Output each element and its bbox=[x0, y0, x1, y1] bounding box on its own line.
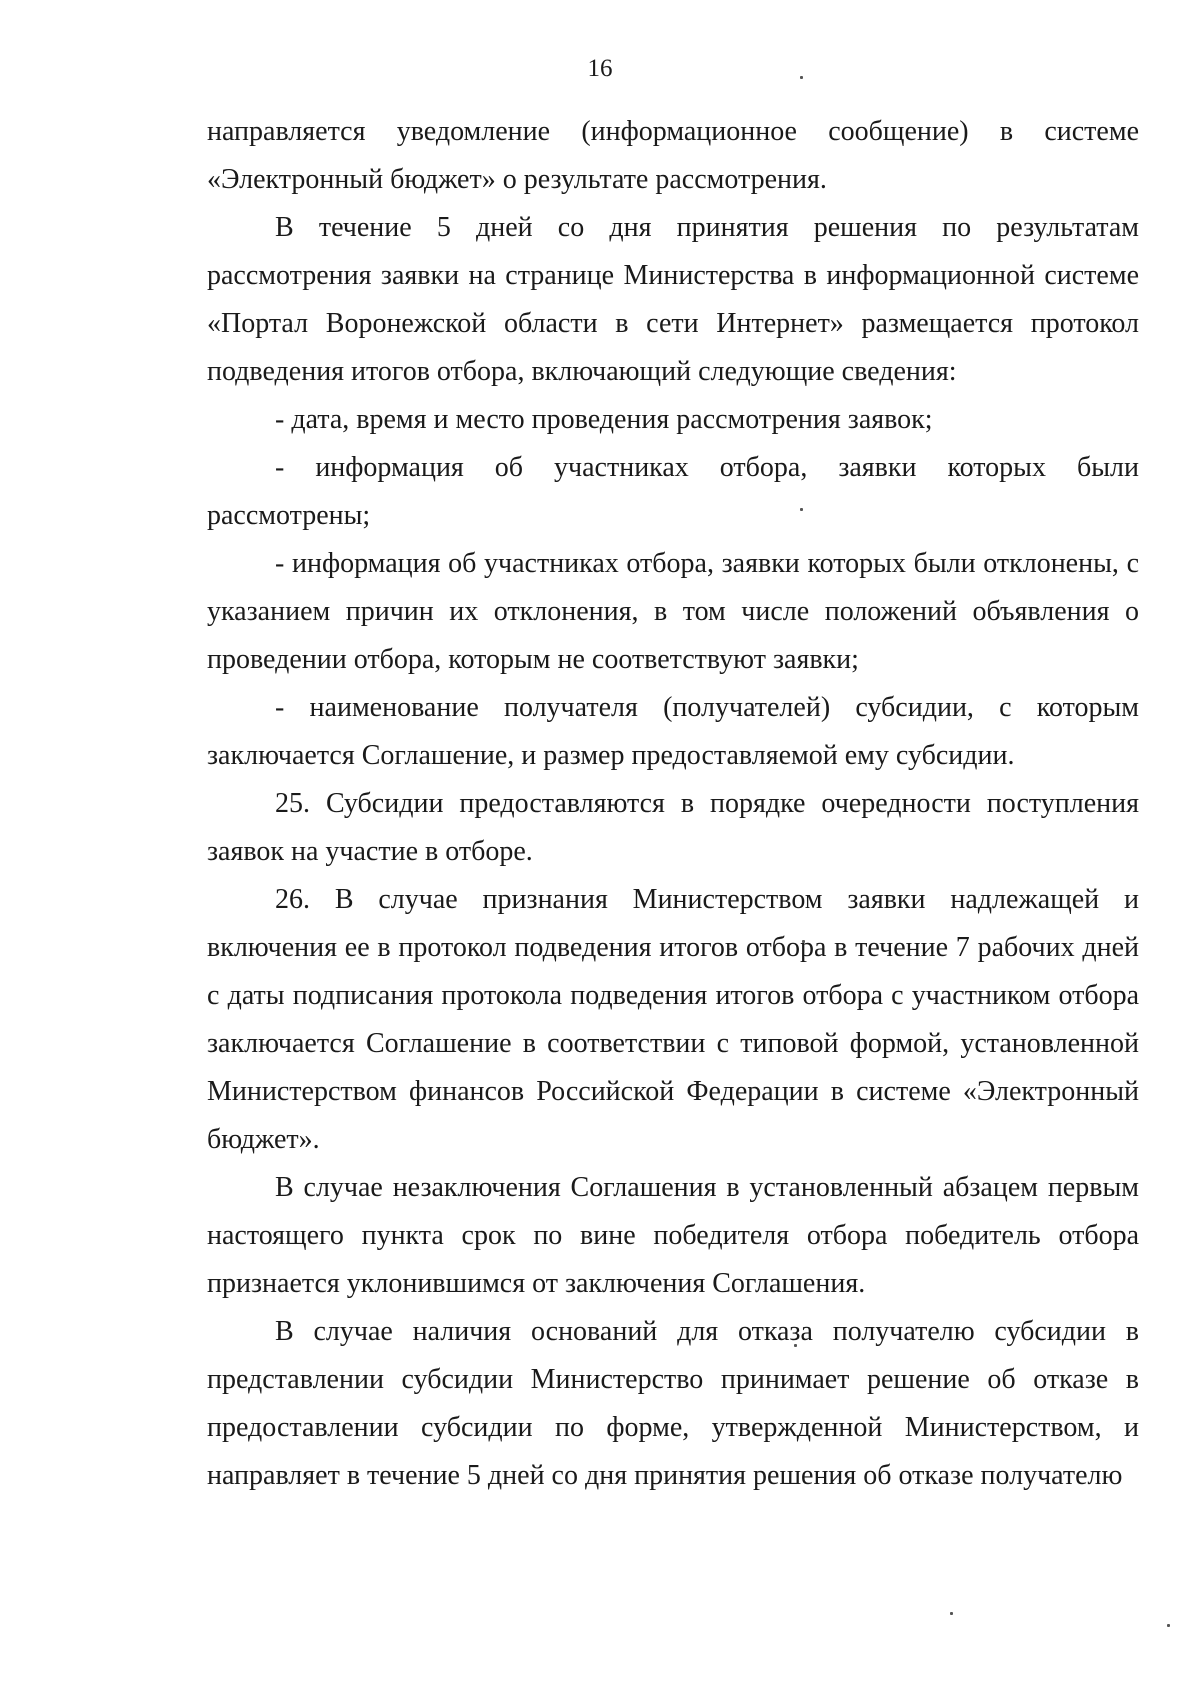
paragraph: 26. В случае признания Министерством заявки надлежащей и включения ее в протокол подведения итогов отбора в течение 7 рабочих дней с даты подписания протокола подведения итогов отбора с участником отбора заключается Соглашение в соответствии с типовой формой, установленной Министерством финансов Российской Федерации в системе «Электронный бюджет». bbox=[207, 884, 1139, 1155]
paragraph: - наименование получателя (получателей) субсидии, с которым заключается Соглашение, и размер предоставляемой ему субсидии. bbox=[207, 692, 1139, 771]
scan-speck bbox=[800, 76, 803, 79]
paragraph: - дата, время и место проведения рассмотрения заявок; bbox=[275, 404, 933, 435]
paragraph: направляется уведомление (информационное сообщение) в системе «Электронный бюджет» о результате рассмотрения. bbox=[207, 116, 1139, 195]
scan-speck bbox=[1167, 1624, 1170, 1627]
paragraph: В течение 5 дней со дня принятия решения по результатам рассмотрения заявки на странице Министерства в информационной системе «Портал Воронежской области в сети Интернет» размещается протокол подведения итогов отбора, включающий следующие сведения: bbox=[207, 212, 1139, 387]
paragraph: В случае наличия оснований для отказа получателю субсидии в представлении субсидии Министерство принимает решение об отказе в предоставлении субсидии по форме, утвержденной Министерством, и направляет в течение 5 дней со дня принятия решения об отказе получателю bbox=[207, 1316, 1139, 1491]
paragraph: - информация об участниках отбора, заявки которых были отклонены, с указанием причин их отклонения, в том числе положений объявления о проведении отбора, которым не соответствуют заявки; bbox=[207, 548, 1139, 675]
scan-speck bbox=[950, 1612, 953, 1615]
paragraph: - информация об участниках отбора, заявки которых были рассмотрены; bbox=[207, 452, 1139, 531]
paragraph: 25. Субсидии предоставляются в порядке очередности поступления заявок на участие в отборе. bbox=[207, 788, 1139, 867]
paragraph: В случае незаключения Соглашения в установленный абзацем первым настоящего пункта срок по вине победителя отбора победитель отбора признается уклонившимся от заключения Соглашения. bbox=[207, 1172, 1139, 1299]
page-number: 16 bbox=[587, 55, 613, 82]
document-body bbox=[207, 108, 1139, 1500]
